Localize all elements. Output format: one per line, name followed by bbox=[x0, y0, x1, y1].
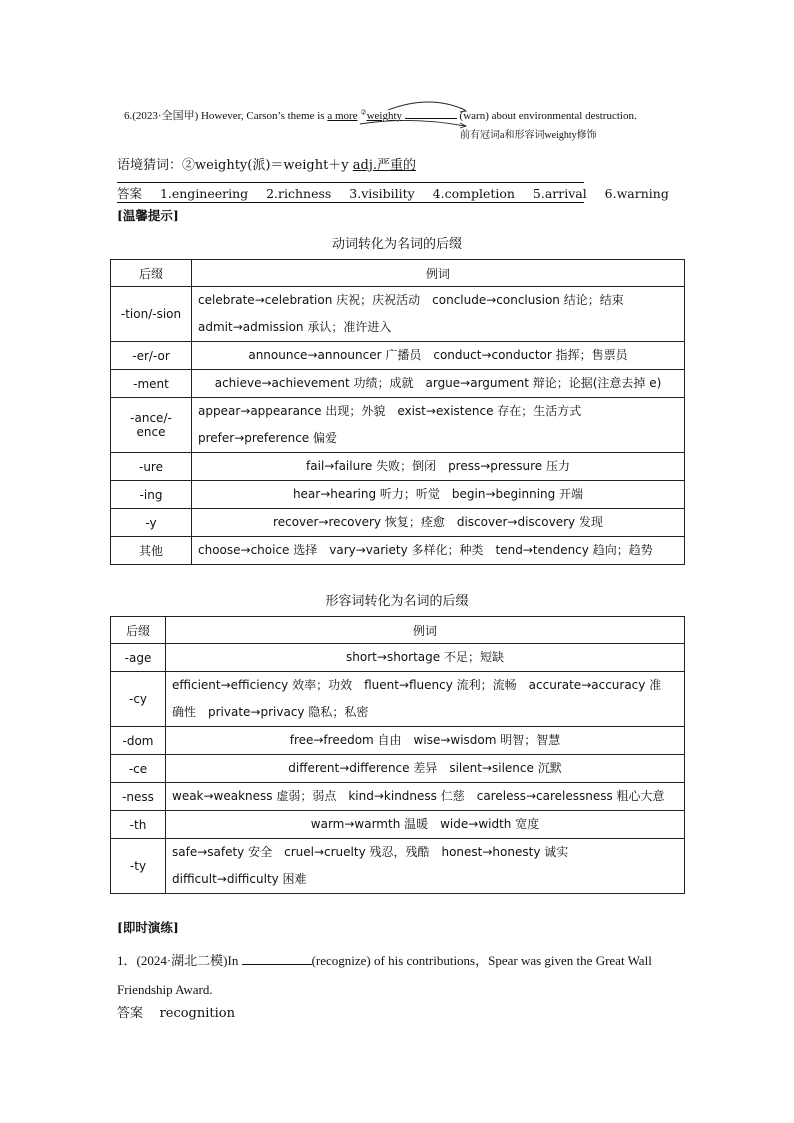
arrow-arc-bottom bbox=[360, 120, 465, 126]
suffix-cell: -age bbox=[111, 644, 166, 672]
example-cell bbox=[166, 644, 685, 672]
drill-heading: [即时演练] bbox=[117, 920, 179, 935]
question-1 bbox=[117, 946, 687, 1004]
question-1-prefix: 1．(2024·湖北二模)In bbox=[117, 953, 242, 968]
example-line: achieve→achievement 功绩；成就 argue→argument 辩论；论据(注意去掉 e) bbox=[214, 376, 662, 390]
suffix-cell: -dom bbox=[111, 727, 166, 755]
suffix-cell: -ty bbox=[111, 839, 166, 894]
example-cell bbox=[166, 672, 685, 727]
example-cell bbox=[192, 481, 685, 509]
context-label: 语境猜词： bbox=[117, 158, 183, 173]
answer-1-label: 答案 bbox=[117, 1006, 144, 1021]
example-line: weak→weakness 虚弱；弱点 kind→kindness 仁慈 careless→carelessness 粗心大意 bbox=[172, 789, 665, 803]
table-row bbox=[111, 509, 685, 537]
header-examples: 例词 bbox=[166, 617, 685, 644]
context-guess bbox=[117, 154, 416, 173]
suffix-cell: -cy bbox=[111, 672, 166, 727]
example-6-article: a more bbox=[327, 110, 358, 122]
table1-title: 动词转化为名词的后缀 bbox=[331, 237, 462, 252]
example-6-word: weighty bbox=[366, 110, 403, 122]
example-line: recover→recovery 恢复；痊愈 discover→discovery 发现 bbox=[273, 515, 603, 529]
answer-1-value: recognition bbox=[159, 1006, 235, 1021]
answer-item: 3.visibility bbox=[349, 186, 415, 201]
example-cell bbox=[192, 287, 685, 342]
answer-item: 4.completion bbox=[432, 186, 515, 201]
context-meaning: adj.严重的 bbox=[352, 158, 417, 173]
example-cell bbox=[166, 839, 685, 894]
example-line: admit→admission 承认；准许进入 bbox=[198, 320, 392, 334]
question-1-suffix: (recognize) of his contributions，Spear was given the Great Wall Friendship Award. bbox=[117, 953, 652, 997]
example-cell bbox=[192, 342, 685, 370]
example-cell bbox=[192, 398, 685, 453]
example-line: warm→warmth 温暖 wide→width 宽度 bbox=[310, 817, 540, 831]
answer-item: 2.richness bbox=[266, 186, 332, 201]
example-cell bbox=[192, 453, 685, 481]
answer-item: 5.arrival bbox=[532, 186, 587, 201]
suffix-cell: -ce bbox=[111, 755, 166, 783]
answer-1 bbox=[117, 1002, 235, 1021]
answer-item: 6.warning bbox=[604, 186, 669, 201]
example-line: free→freedom 自由 wise→wisdom 明智；智慧 bbox=[289, 733, 561, 747]
example-cell bbox=[192, 537, 685, 565]
context-text: ②weighty(派)＝weight＋y bbox=[182, 158, 353, 173]
example-6-prefix: 6.(2023·全国甲) However, Carson’s theme is bbox=[124, 110, 328, 122]
example-cell bbox=[166, 811, 685, 839]
answer-item: 1.engineering bbox=[159, 186, 249, 201]
example-line: prefer→preference 偏爱 bbox=[198, 431, 337, 445]
answer-label: 答案 bbox=[117, 186, 143, 201]
example-6-marker: ② bbox=[360, 108, 367, 117]
table-row bbox=[111, 481, 685, 509]
arrow-arc-top bbox=[388, 102, 465, 110]
example-line: safe→safety 安全 cruel→cruelty 残忍，残酷 honest→honesty 诚实 bbox=[172, 845, 569, 859]
example-cell bbox=[166, 727, 685, 755]
table-row bbox=[111, 727, 685, 755]
verb-suffix-table bbox=[110, 259, 685, 565]
tip-heading: [温馨提示] bbox=[117, 208, 179, 223]
suffix-cell: -ure bbox=[111, 453, 192, 481]
table-row bbox=[111, 398, 685, 453]
example-cell bbox=[192, 370, 685, 398]
example-line: different→difference 差异 silent→silence 沉默 bbox=[288, 761, 562, 775]
header-examples: 例词 bbox=[192, 260, 685, 287]
table-row bbox=[111, 537, 685, 565]
example-line: efficient→efficiency 效率；功效 fluent→fluency 流利；流畅 accurate→accuracy 准 bbox=[172, 678, 662, 692]
suffix-cell: -ness bbox=[111, 783, 166, 811]
suffix-cell: -ance/-ence bbox=[111, 398, 192, 453]
table-row bbox=[111, 370, 685, 398]
example-line: fail→failure 失败；倒闭 press→pressure 压力 bbox=[306, 459, 570, 473]
example-cell bbox=[166, 783, 685, 811]
suffix-cell: -er/-or bbox=[111, 342, 192, 370]
suffix-cell: 其他 bbox=[111, 537, 192, 565]
example-line: 确性 private→privacy 隐私；私密 bbox=[172, 705, 369, 719]
example-line: difficult→difficulty 困难 bbox=[172, 872, 307, 886]
example-line: celebrate→celebration 庆祝；庆祝活动 conclude→conclusion 结论；结束 bbox=[198, 293, 624, 307]
suffix-cell: -tion/-sion bbox=[111, 287, 192, 342]
example-cell bbox=[166, 755, 685, 783]
example-line: choose→choice 选择 vary→variety 多样化；种类 tend→tendency 趋向；趋势 bbox=[198, 543, 653, 557]
suffix-cell: -ing bbox=[111, 481, 192, 509]
header-suffix: 后缀 bbox=[111, 617, 166, 644]
table-row bbox=[111, 672, 685, 727]
table-row bbox=[111, 644, 685, 672]
suffix-cell: -ment bbox=[111, 370, 192, 398]
example-6-note: 前有冠词a和形容词weighty修饰 bbox=[460, 130, 597, 141]
table-row bbox=[111, 342, 685, 370]
table-row bbox=[111, 839, 685, 894]
example-line: appear→appearance 出现；外貌 exist→existence 存在；生活方式 bbox=[198, 404, 582, 418]
suffix-cell: -th bbox=[111, 811, 166, 839]
example-cell bbox=[192, 509, 685, 537]
table-row bbox=[111, 755, 685, 783]
example-line: short→shortage 不足；短缺 bbox=[346, 650, 504, 664]
suffix-cell: -y bbox=[111, 509, 192, 537]
table-header-row bbox=[111, 260, 685, 287]
header-suffix: 后缀 bbox=[111, 260, 192, 287]
example-line: announce→announcer 广播员 conduct→conductor 指挥；售票员 bbox=[248, 348, 628, 362]
answer-line bbox=[117, 182, 669, 203]
adjective-suffix-table bbox=[110, 616, 685, 894]
question-1-blank[interactable] bbox=[242, 952, 312, 965]
table2-title: 形容词转化为名词的后缀 bbox=[325, 594, 469, 609]
example-line: hear→hearing 听力；听觉 begin→beginning 开端 bbox=[292, 487, 584, 501]
table-header-row bbox=[111, 617, 685, 644]
table-row bbox=[111, 287, 685, 342]
table-row bbox=[111, 783, 685, 811]
table-row bbox=[111, 811, 685, 839]
table-row bbox=[111, 453, 685, 481]
example-6-hint: (warn) about environmental destruction. bbox=[459, 110, 637, 122]
